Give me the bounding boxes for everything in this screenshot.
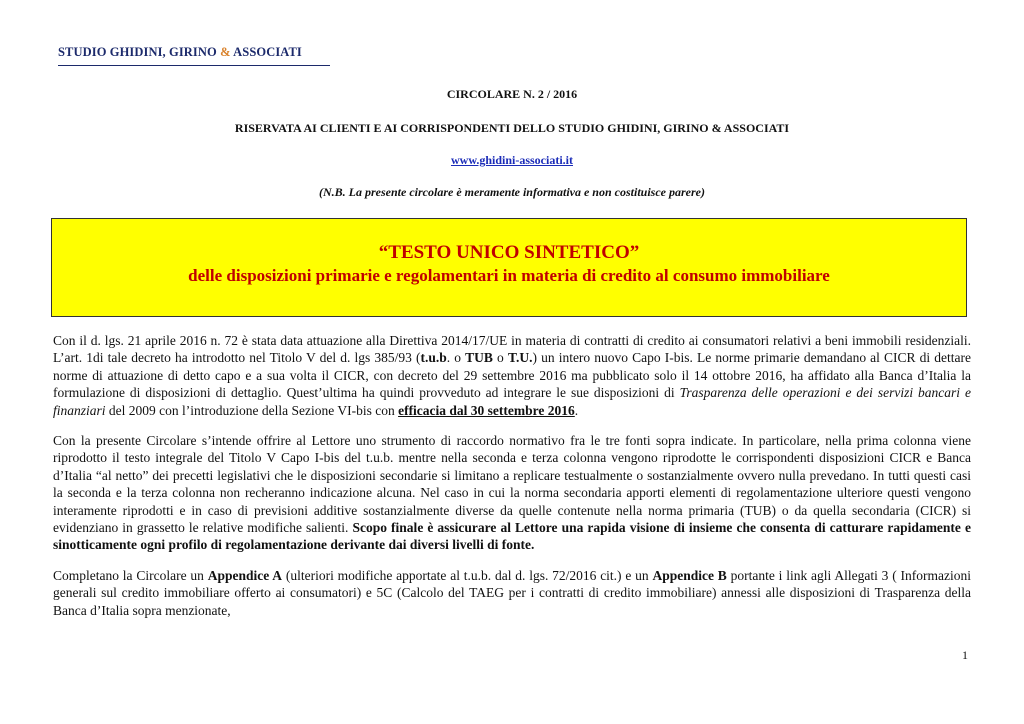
firm-ampersand: & — [220, 45, 231, 59]
appendix-b-label: Appendice B — [652, 568, 727, 583]
text-span: Con la presente Circolare s’intende offrire al Lettore uno strumento di raccordo normativo fra le tre fonti sopra indicate. In particolare, nella prima colonna viene riprodotto il testo integrale del Titolo V Capo I-bis del t.u.b. mentre nella seconda e terza colonna vengono riprodotte le corrispondenti disposizioni CICR e Banca d’Italia “al netto” dei precetti legislativi che le disposizioni secondarie si limitano a replicare testualmente o sostanzialmente ovvero nulla prevedano. In tutti questi casi la seconda e la terza colonna non recheranno indicazione alcuna. Nel caso in cui la norma secondaria apporti elementi di regolamentazione ulteriore questi vengono interamente riprodotti e in caso di previsioni additive sostanzialmente diverse da quelle contenute nella norma primaria (TUB) o da quella secondaria (CICR) si evidenziano in grassetto le relative modifiche salienti. — [53, 433, 971, 536]
bold-term: t.u.b — [420, 350, 447, 366]
website-line — [0, 153, 1024, 168]
firm-header — [58, 45, 330, 66]
text-span: (ulteriori modifiche apportate al t.u.b. dal d. lgs. 72/2016 cit.) e un — [282, 568, 653, 583]
circular-number: CIRCOLARE N. 2 / 2016 — [446, 87, 578, 101]
text-span: ) un intero nuovo Capo I-bis. Le norme primarie demandano al CICR di dettare norme di attuazione di detto capo e a sua volta il CICR, con decreto del 29 settembre 2016 ma pubblicato solo il 14 ottobre 2016, ha affidato alla Banca d’Italia la formulazione di disposizioni di dettaglio. Quest’ultima ha quindi provveduto ad integrare le sue disposizioni di — [53, 350, 972, 401]
firm-name-part2: ASSOCIATI — [233, 45, 302, 59]
paragraph-appendices — [53, 567, 971, 619]
text-span: portante i link agli Allegati 3 ( Informazioni generali sul credito immobiliare offerto ai consumatori) e 5C (Calcolo del TAEG per i contratti di credito immobiliare) annessi alle disposizioni di Trasparenza della Banca d’Italia sopra menzionate, — [53, 568, 971, 618]
text-span: Con il d. lgs. 21 aprile 2016 n. 72 è stata data attuazione alla Direttiva 2014/17/UE in materia di contratti di credito ai consumatori relativi a beni immobili residenziali. L’art. 1di tale decreto ha introdotto nel Titolo V del d. lgs 385/93 ( — [53, 333, 971, 366]
text-span: o — [492, 350, 508, 366]
text-span: . — [574, 402, 579, 418]
bold-statement: Scopo finale è assicurare al Lettore una rapida visione di insieme che consenta di catturare rapidamente e sinotticamente ogni profilo di regolamentazione derivante dai diversi livelli di fonte. — [53, 520, 971, 553]
italic-title: Trasparenza delle operazioni e dei servizi bancari e finanziari — [53, 385, 971, 418]
banner-title: “TESTO UNICO SINTETICO” — [378, 242, 640, 263]
bold-term: TUB — [465, 350, 493, 366]
paragraph-intro — [53, 332, 971, 419]
bold-term: T.U. — [507, 350, 533, 366]
text-span: del 2009 con l’introduzione della Sezione VI-bis con — [105, 402, 399, 418]
efficacy-date: efficacia dal 30 settembre 2016 — [398, 402, 575, 418]
banner-subtitle: delle disposizioni primarie e regolamentari in materia di credito al consumo immobiliare — [188, 266, 830, 285]
title-banner — [51, 218, 967, 317]
paragraph-purpose — [53, 432, 971, 554]
website-link[interactable]: www.ghidini-associati.it — [450, 153, 573, 167]
appendix-a-label: Appendice A — [207, 568, 283, 583]
firm-name-part1: STUDIO GHIDINI, GIRINO — [58, 45, 217, 59]
page-number: 1 — [962, 648, 968, 662]
disclaimer-note: (N.B. La presente circolare è meramente informativa e non costituisce parere) — [319, 185, 705, 199]
text-span: Completano la Circolare un — [53, 568, 208, 583]
reserved-notice: RISERVATA AI CLIENTI E AI CORRISPONDENTI DELLO STUDIO GHIDINI, GIRINO & ASSOCIATI — [234, 121, 790, 135]
text-span: . o — [446, 350, 466, 366]
